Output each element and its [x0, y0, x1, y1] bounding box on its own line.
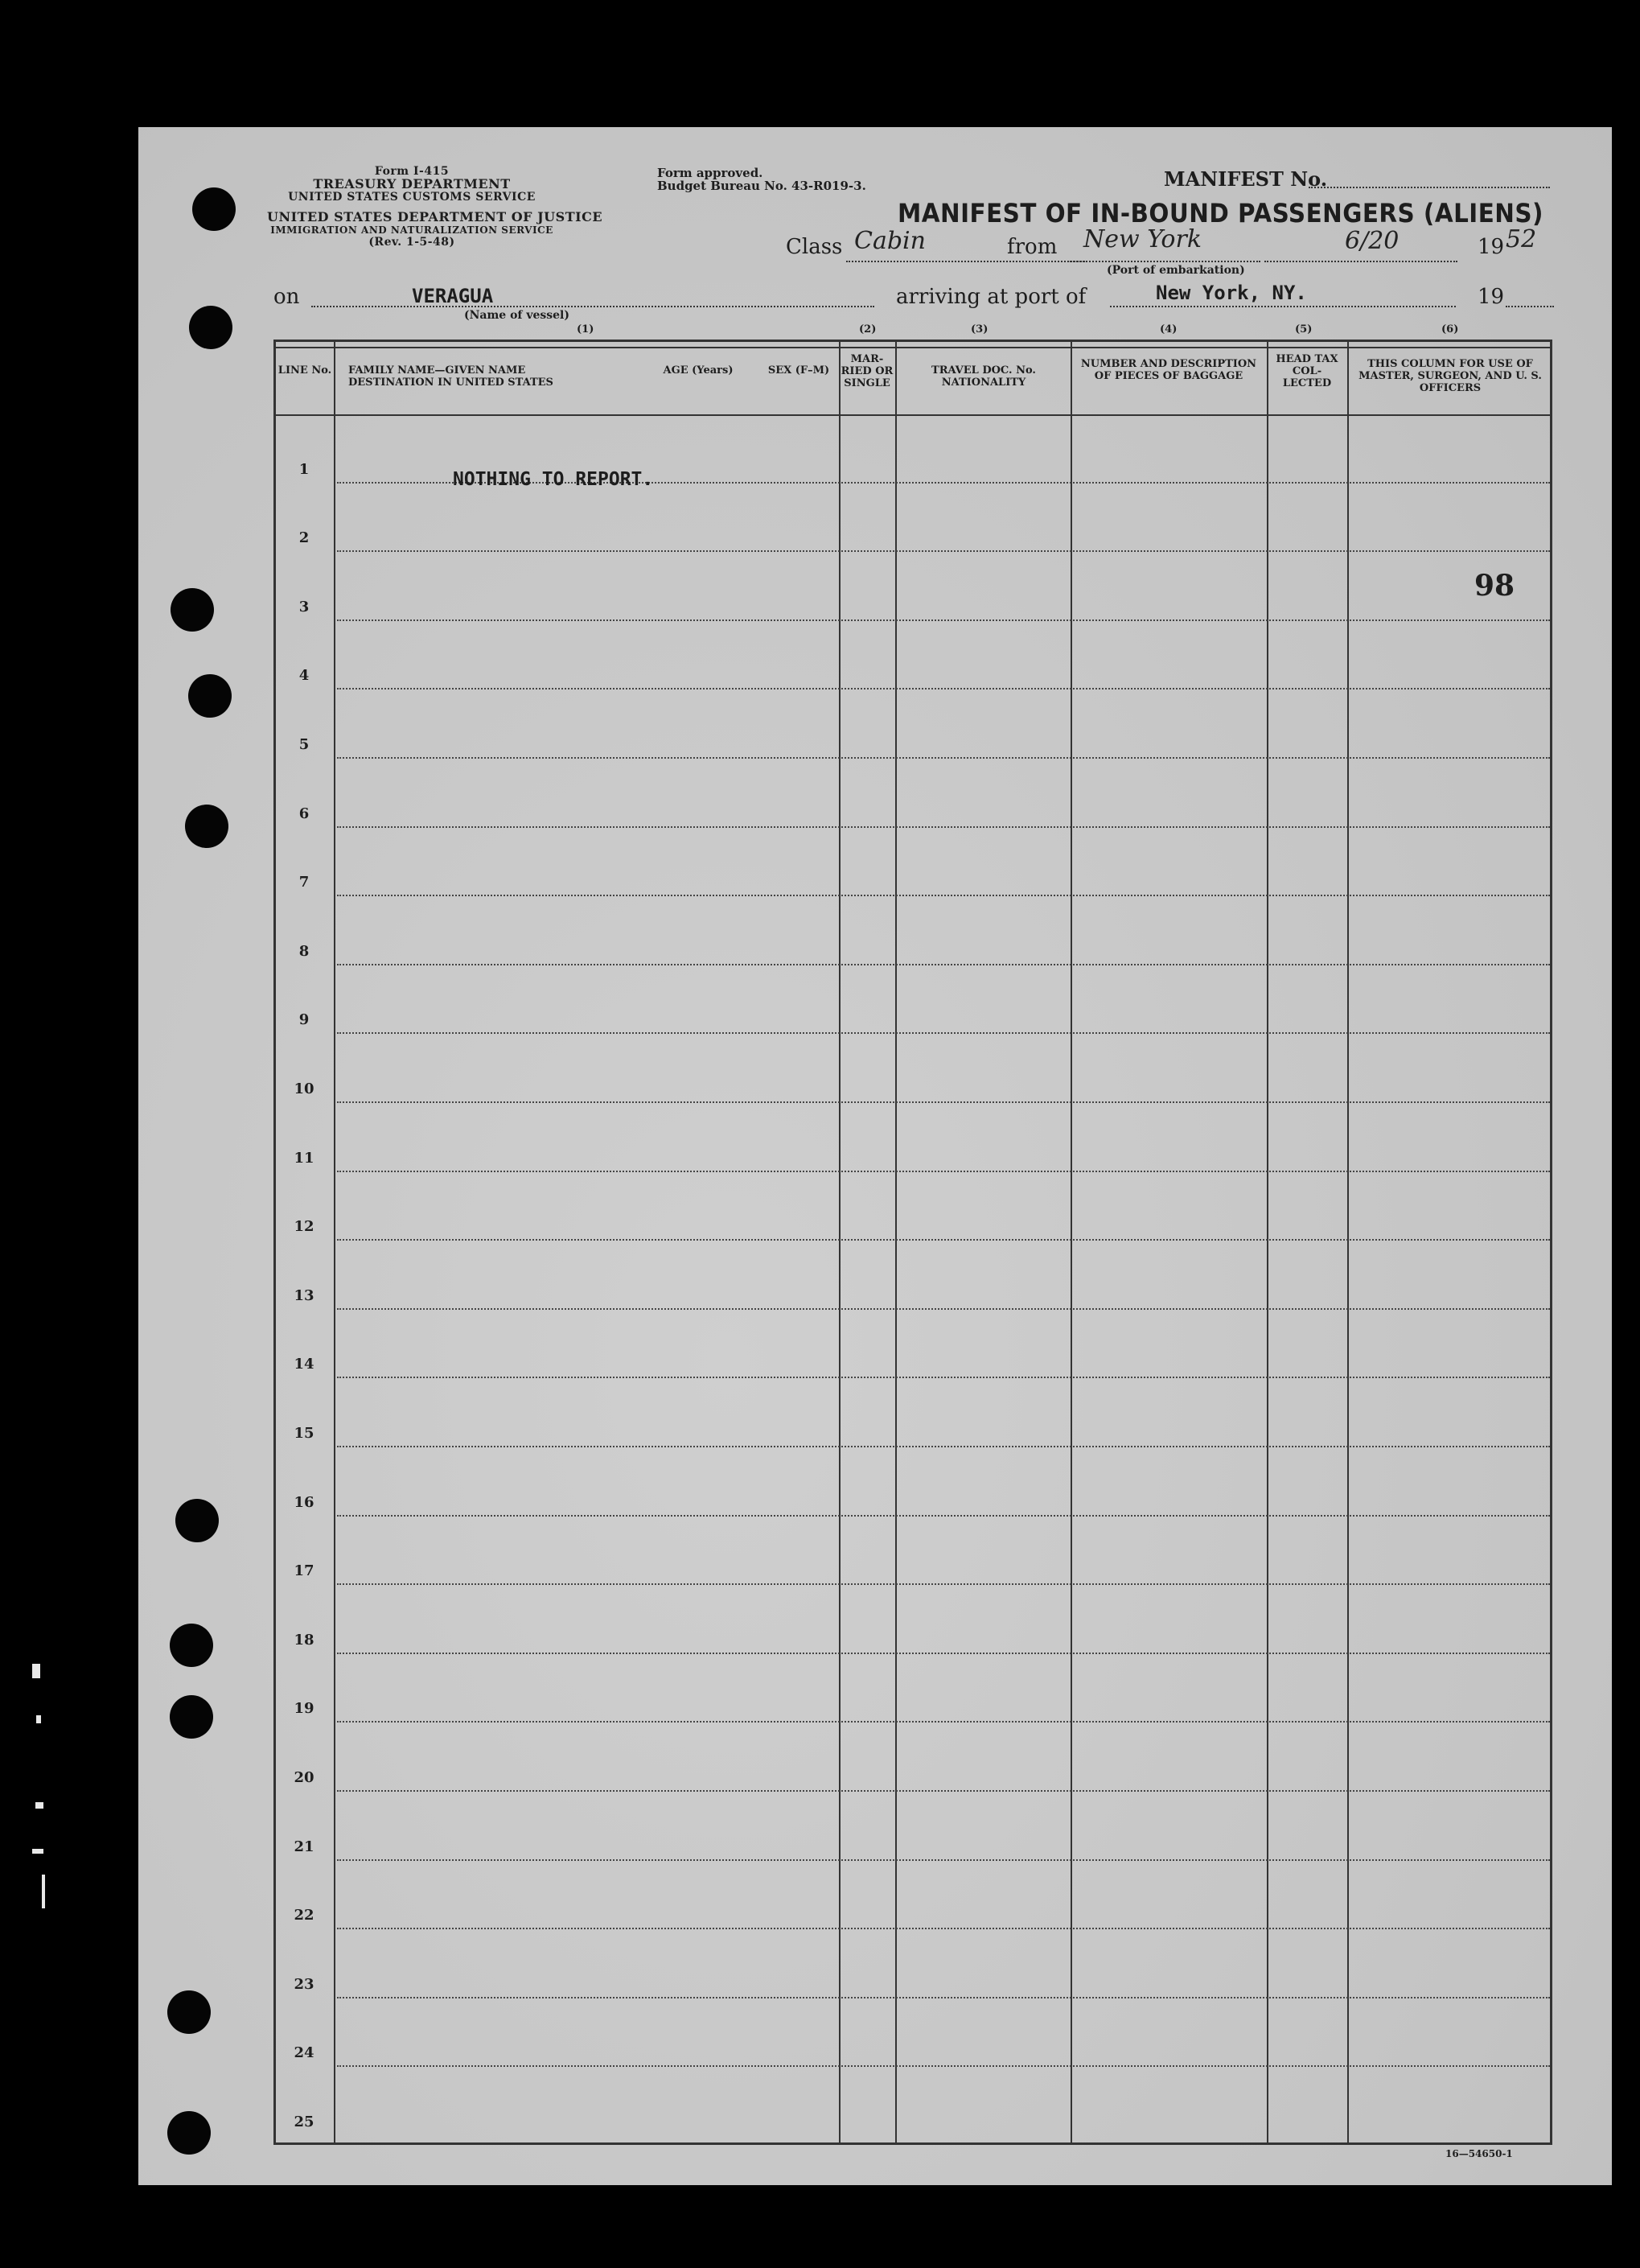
film-mark	[42, 1875, 45, 1908]
punch-hole	[167, 2111, 211, 2155]
passenger-table	[273, 340, 1552, 2145]
row-number: 4	[298, 667, 310, 685]
col-divider-headtax	[1347, 342, 1349, 2142]
row-line	[337, 1446, 1550, 1447]
row-number: 22	[294, 1907, 314, 1924]
row-number: 14	[294, 1356, 314, 1373]
row-number: 24	[294, 2044, 314, 2062]
row-number: 25	[294, 2114, 314, 2130]
col-header-line: LINE No.	[277, 364, 332, 377]
row-line	[337, 1515, 1550, 1517]
col-num-5: (5)	[1295, 323, 1313, 335]
row-line	[337, 1859, 1550, 1861]
film-mark	[32, 1849, 43, 1854]
from-label: from	[1007, 235, 1058, 259]
class-value[interactable]: Cabin	[854, 227, 926, 255]
row-line	[337, 1790, 1550, 1792]
row-line	[337, 895, 1550, 896]
port-value[interactable]: New York, NY.	[1156, 282, 1307, 304]
row-number: 7	[298, 874, 310, 891]
row-line	[337, 1721, 1550, 1723]
row-number: 5	[298, 736, 310, 753]
header-bottom-line	[276, 414, 1550, 416]
budget-bureau: Budget Bureau No. 43-R019-3.	[657, 179, 866, 193]
punch-hole	[167, 1990, 211, 2034]
vessel-year-prefix: 19	[1478, 285, 1505, 309]
col-divider-travel	[1071, 342, 1072, 2142]
row-number: 11	[294, 1149, 314, 1167]
punch-hole	[171, 588, 214, 632]
row-line	[337, 619, 1550, 621]
header-double-line	[276, 347, 1550, 348]
film-mark	[36, 1715, 41, 1723]
row-number: 10	[294, 1080, 314, 1097]
from-value[interactable]: New York	[1083, 225, 1202, 253]
row1-name-entry[interactable]: NOTHING TO REPORT.	[453, 469, 654, 490]
col-num-4: (4)	[1160, 323, 1178, 335]
row-line	[337, 1928, 1550, 1929]
col-num-2: (2)	[859, 323, 877, 335]
row3-officers-entry[interactable]: 98	[1474, 569, 1515, 603]
from-field-line	[1067, 261, 1260, 262]
on-label: on	[273, 285, 300, 309]
punch-hole	[185, 805, 228, 848]
revision: (Rev. 1-5-48)	[368, 236, 455, 249]
col-header-travel: TRAVEL DOC. No. NATIONALITY	[931, 364, 1036, 389]
row-number: 9	[298, 1011, 310, 1029]
col-header-name: FAMILY NAME—GIVEN NAME DESTINATION IN UNITED STATES	[348, 364, 553, 389]
row-number: 21	[294, 1838, 314, 1855]
row-number: 8	[298, 942, 310, 960]
col-divider-baggage	[1267, 342, 1268, 2142]
row-number: 17	[294, 1562, 314, 1580]
punch-hole	[175, 1499, 219, 1542]
vessel-value[interactable]: VERAGUA	[412, 285, 494, 307]
row-line	[337, 1308, 1550, 1310]
arriving-label: arriving at port of	[896, 285, 1087, 309]
row-number: 20	[294, 1769, 314, 1786]
row-line	[337, 1377, 1550, 1378]
year-value[interactable]: 52	[1506, 225, 1537, 253]
manifest-no-field[interactable]	[1309, 187, 1550, 188]
col-num-3: (3)	[971, 323, 989, 335]
row-number: 16	[294, 1493, 314, 1511]
col-num-6: (6)	[1441, 323, 1459, 335]
row-number: 19	[294, 1700, 314, 1718]
row-number: 12	[294, 1218, 314, 1236]
row-number: 1	[298, 460, 310, 478]
row-line	[337, 964, 1550, 965]
row-line	[337, 1653, 1550, 1654]
film-mark	[32, 1664, 40, 1678]
row-line	[337, 1101, 1550, 1103]
customs-service: UNITED STATES CUSTOMS SERVICE	[288, 191, 536, 204]
row-number: 23	[294, 1975, 314, 1993]
form-approved: Form approved.	[657, 166, 763, 180]
port-field-line	[1110, 306, 1456, 307]
justice-dept: UNITED STATES DEPARTMENT OF JUSTICE	[267, 209, 603, 224]
col-divider-line	[334, 342, 335, 2142]
col-header-married: MAR-RIED OR SINGLE	[841, 353, 894, 389]
page-title: MANIFEST OF IN-BOUND PASSENGERS (ALIENS)	[898, 198, 1543, 228]
row-number: 6	[298, 805, 310, 822]
vessel-caption: (Name of vessel)	[464, 309, 569, 322]
col-header-officers: THIS COLUMN FOR USE OF MASTER, SURGEON, AND U. S. OFFICERS	[1358, 358, 1542, 394]
row-line	[337, 550, 1550, 552]
col-divider-married	[895, 342, 897, 2142]
col-header-headtax: HEAD TAX COL-LECTED	[1276, 353, 1338, 389]
punch-hole	[188, 674, 232, 718]
row-line	[337, 688, 1550, 689]
row-line	[337, 757, 1550, 759]
row-line	[337, 2065, 1550, 2067]
manifest-no-label: MANIFEST No.	[1164, 167, 1328, 191]
row-line	[337, 826, 1550, 828]
row-line	[337, 1997, 1550, 1998]
film-mark	[35, 1802, 43, 1809]
footer-code: 16—54650-1	[1445, 2148, 1513, 2159]
punch-hole	[170, 1695, 213, 1739]
form-number: Form I-415	[374, 165, 450, 178]
col-header-sex: SEX (F–M)	[767, 364, 830, 377]
row-number: 18	[294, 1631, 314, 1649]
class-field-line	[846, 261, 1087, 262]
punch-hole	[192, 187, 236, 231]
row-line	[337, 1171, 1550, 1172]
col-num-1: (1)	[577, 323, 594, 335]
date-value[interactable]: 6/20	[1345, 227, 1400, 255]
row-line	[337, 1032, 1550, 1034]
port-caption: (Port of embarkation)	[1107, 264, 1245, 277]
punch-hole	[170, 1624, 213, 1667]
row-number: 15	[294, 1425, 314, 1442]
row-number: 13	[294, 1286, 314, 1304]
row-line	[337, 1239, 1550, 1241]
date-field-line	[1264, 261, 1457, 262]
year-prefix: 19	[1478, 235, 1505, 259]
col-header-baggage: NUMBER AND DESCRIPTION OF PIECES OF BAGGAGE	[1080, 358, 1257, 382]
row-number: 2	[298, 529, 310, 547]
col-divider-name	[839, 342, 841, 2142]
vessel-year-field[interactable]	[1506, 306, 1554, 307]
vessel-field-line	[311, 306, 874, 307]
ins-service: IMMIGRATION AND NATURALIZATION SERVICE	[270, 224, 553, 236]
row-number: 3	[298, 598, 310, 615]
row-line	[337, 1583, 1550, 1585]
punch-hole	[189, 306, 232, 349]
treasury-dept: TREASURY DEPARTMENT	[313, 176, 511, 191]
class-label: Class	[786, 235, 843, 259]
col-header-age: AGE (Years)	[663, 364, 734, 377]
